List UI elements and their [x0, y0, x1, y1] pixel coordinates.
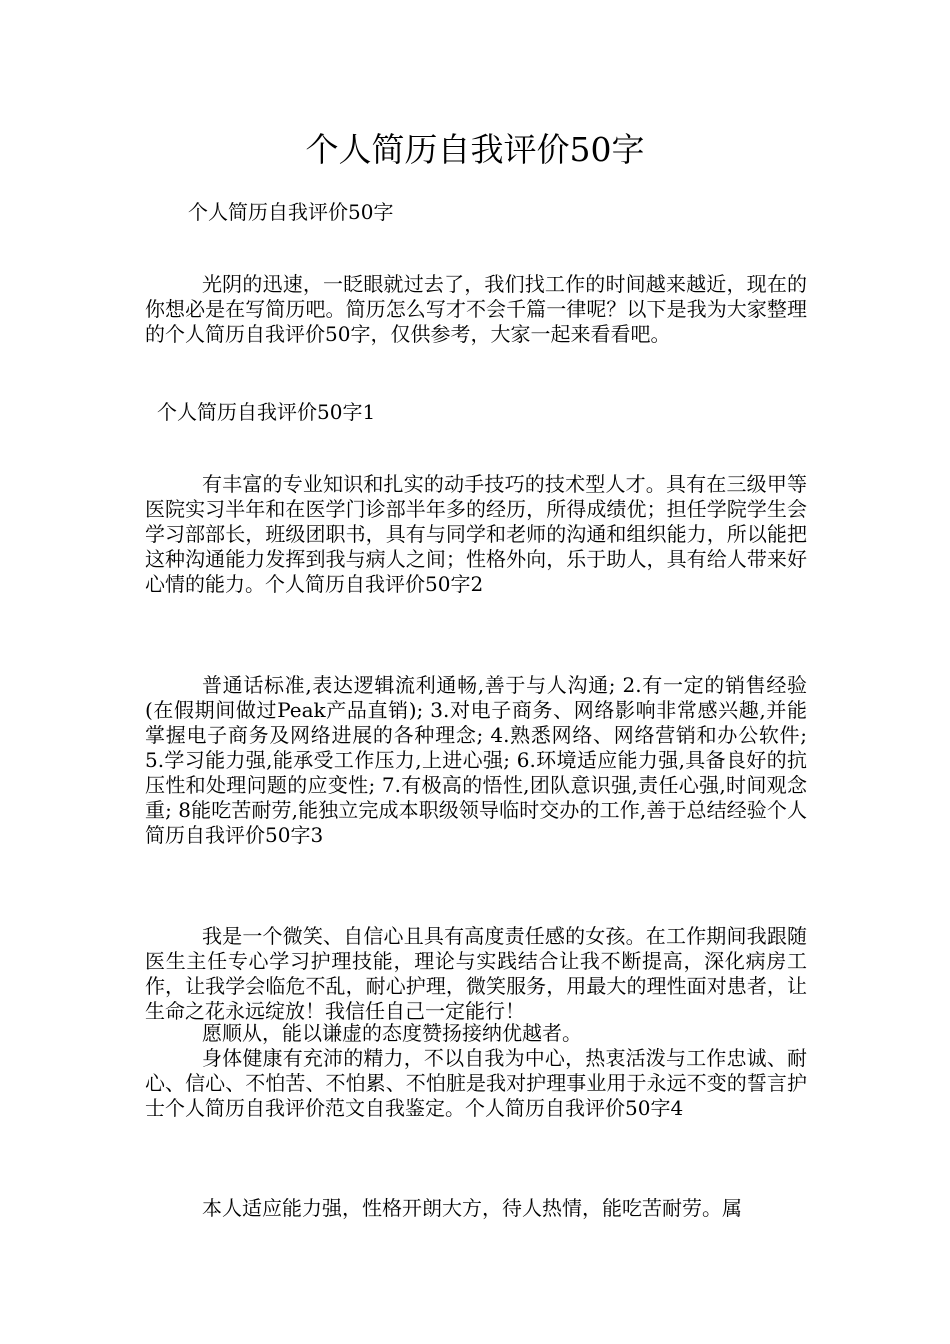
document-title: 个人简历自我评价50字	[305, 130, 645, 169]
section-2-paragraph: 普通话标准,表达逻辑流利通畅,善于与人沟通; 2.有一定的销售经验(在假期间做过Peak产品直销); 3.对电子商务、网络影响非常感兴趣,并能掌握电子商务及网络进展的各种理念; 4.熟悉网络、网络营销和办公软件; 5.学习能力强,能承受工作压力,上进心强; 6.环境适应能力强,具备良好的抗压性和处理问题的应变性; 7.有极高的悟性,团队意识强,责任心强,时间观念重; 8能吃苦耐劳,能独立完成本职级领导临时交办的工作,善于总结经验个人简历自我评价50字3	[145, 673, 807, 847]
section-3-paragraph-b: 愿顺从，能以谦虚的态度赞扬接纳优越者。	[202, 1021, 582, 1045]
section-3-paragraph-c: 身体健康有充沛的精力，不以自我为中心，热衷活泼与工作忠诚、耐心、信心、不怕苦、不怕累、不怕脏是我对护理事业用于永远不变的誓言护士个人简历自我评价范文自我鉴定。个人简历自我评价50字4	[145, 1046, 807, 1120]
section-1-heading: 个人简历自我评价50字1	[157, 400, 376, 424]
section-1-paragraph: 有丰富的专业知识和扎实的动手技巧的技术型人才。具有在三级甲等医院实习半年和在医学门诊部半年多的经历，所得成绩优；担任学院学生会学习部部长，班级团职书，具有与同学和老师的沟通和组织能力，所以能把这种沟通能力发挥到我与病人之间；性格外向，乐于助人，具有给人带来好心情的能力。个人简历自我评价50字2	[145, 472, 807, 596]
section-3-paragraph-a: 我是一个微笑、自信心且具有高度责任感的女孩。在工作期间我跟随医生主任专心学习护理技能，理论与实践结合让我不断提高，深化病房工作，让我学会临危不乱，耐心护理，微笑服务，用最大的理性面对患者，让生命之花永远绽放！我信任自己一定能行！	[145, 924, 807, 1023]
document-subtitle: 个人简历自我评价50字	[188, 200, 394, 224]
intro-paragraph: 光阴的迅速，一眨眼就过去了，我们找工作的时间越来越近，现在的你想必是在写简历吧。简历怎么写才不会千篇一律呢？以下是我为大家整理的个人简历自我评价50字，仅供参考，大家一起来看看吧。	[145, 272, 807, 346]
section-4-paragraph: 本人适应能力强，性格开朗大方，待人热情，能吃苦耐劳。属	[202, 1196, 742, 1220]
